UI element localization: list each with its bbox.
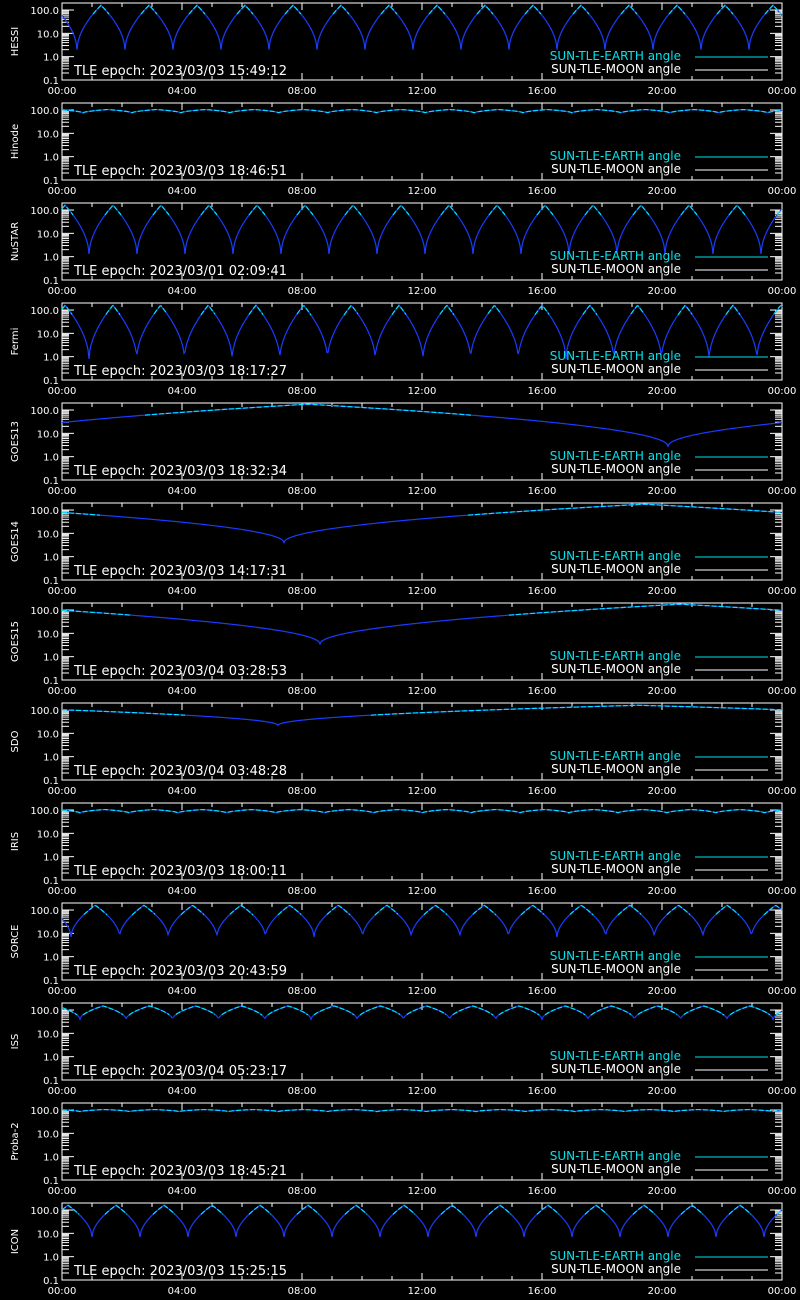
x-tick-label: 12:00 [407,1186,437,1197]
x-tick-label: 08:00 [287,1086,317,1097]
x-tick-label: 08:00 [287,786,317,797]
y-tick-label: 10.0 [36,729,59,741]
x-tick-label: 04:00 [167,186,197,197]
x-tick-label: 20:00 [647,86,677,97]
satellite-label: IRIS [10,831,21,852]
panel-iss [0,1000,800,1100]
x-tick-label: 08:00 [287,586,317,597]
x-tick-label: 20:00 [647,1086,677,1097]
x-tick-label: 04:00 [167,286,197,297]
legend-sun-tle-moon: SUN-TLE-MOON angle [551,562,681,576]
legend-sun-tle-moon: SUN-TLE-MOON angle [551,362,681,376]
x-tick-label: 04:00 [167,486,197,497]
legend-sun-tle-earth: SUN-TLE-EARTH angle [549,1149,681,1163]
y-tick-label: 10.0 [36,929,59,941]
legend-sun-tle-earth: SUN-TLE-EARTH angle [549,849,681,863]
y-tick-label: 100.0 [30,1006,59,1018]
y-tick-label: 0.1 [43,276,59,287]
x-tick-label: 08:00 [287,986,317,997]
y-tick-label: 10.0 [36,129,59,141]
tle-epoch-label: TLE epoch: 2023/03/04 05:23:17 [74,1064,288,1079]
x-tick-label: 12:00 [407,486,437,497]
legend-sun-tle-earth: SUN-TLE-EARTH angle [549,649,681,663]
x-tick-label: 00:00 [47,586,77,597]
y-tick-label: 0.1 [43,876,59,887]
x-tick-label: 04:00 [167,986,197,997]
legend-sun-tle-earth: SUN-TLE-EARTH angle [549,749,681,763]
legend-sun-tle-earth: SUN-TLE-EARTH angle [549,49,681,63]
legend-sun-tle-earth: SUN-TLE-EARTH angle [549,949,681,963]
x-tick-label: 00:00 [47,86,77,97]
x-tick-label: 20:00 [647,686,677,697]
x-tick-label: 08:00 [287,486,317,497]
x-tick-label: 16:00 [527,186,557,197]
x-tick-label: 20:00 [647,286,677,297]
x-tick-label: 00:00 [47,486,77,497]
satellite-label: Fermi [10,327,21,356]
x-tick-label: 08:00 [287,686,317,697]
x-tick-label: 20:00 [647,986,677,997]
x-tick-label: 12:00 [407,1286,437,1297]
panel-goes15 [0,600,800,700]
x-tick-label: 20:00 [647,486,677,497]
x-tick-label: 20:00 [647,1286,677,1297]
x-tick-label: 00:00 [767,586,797,597]
series-sun-tle-moon-angle [62,905,782,937]
series-sun-tle-moon-angle [62,604,782,644]
x-tick-label: 08:00 [287,886,317,897]
y-tick-label: 0.1 [43,1176,59,1187]
x-tick-label: 00:00 [47,686,77,697]
x-tick-label: 00:00 [47,1186,77,1197]
legend-sun-tle-earth: SUN-TLE-EARTH angle [549,549,681,563]
legend-sun-tle-moon: SUN-TLE-MOON angle [551,1262,681,1276]
x-tick-label: 12:00 [407,686,437,697]
y-tick-label: 10.0 [36,529,59,541]
x-tick-label: 12:00 [407,1086,437,1097]
x-tick-label: 16:00 [527,886,557,897]
legend-sun-tle-moon: SUN-TLE-MOON angle [551,662,681,676]
x-tick-label: 16:00 [527,986,557,997]
panel-icon [0,1200,800,1300]
satellite-label: GOES15 [10,620,21,663]
x-tick-label: 20:00 [647,186,677,197]
x-tick-label: 00:00 [47,986,77,997]
y-tick-label: 10.0 [36,629,59,641]
legend-sun-tle-moon: SUN-TLE-MOON angle [551,262,681,276]
x-tick-label: 16:00 [527,1186,557,1197]
y-tick-label: 1.0 [43,52,59,64]
panel-iris [0,800,800,900]
x-tick-label: 04:00 [167,886,197,897]
x-tick-label: 00:00 [47,886,77,897]
x-tick-label: 04:00 [167,586,197,597]
y-tick-label: 100.0 [30,106,59,118]
y-tick-label: 10.0 [36,329,59,341]
satellite-label: SDO [10,730,21,753]
x-tick-label: 16:00 [527,786,557,797]
legend-sun-tle-moon: SUN-TLE-MOON angle [551,962,681,976]
x-tick-label: 04:00 [167,786,197,797]
x-tick-label: 16:00 [527,286,557,297]
x-tick-label: 16:00 [527,386,557,397]
legend-sun-tle-earth: SUN-TLE-EARTH angle [549,249,681,263]
tle-epoch-label: TLE epoch: 2023/03/03 20:43:59 [74,964,288,979]
y-tick-label: 0.1 [43,576,59,587]
x-tick-label: 20:00 [647,786,677,797]
y-tick-label: 1.0 [43,1052,59,1064]
panel-fermi [0,300,800,400]
legend-sun-tle-earth: SUN-TLE-EARTH angle [549,1049,681,1063]
y-tick-label: 0.1 [43,1276,59,1287]
y-tick-label: 1.0 [43,452,59,464]
series-sun-tle-moon-angle [62,205,782,254]
panel-goes14 [0,500,800,600]
x-tick-label: 08:00 [287,1186,317,1197]
x-tick-label: 16:00 [527,586,557,597]
y-tick-label: 10.0 [36,229,59,241]
y-tick-label: 100.0 [30,706,59,718]
panel-nustar [0,200,800,300]
legend-sun-tle-moon: SUN-TLE-MOON angle [551,1062,681,1076]
y-tick-label: 0.1 [43,776,59,787]
x-tick-label: 00:00 [767,786,797,797]
y-tick-label: 0.1 [43,676,59,687]
legend-sun-tle-moon: SUN-TLE-MOON angle [551,762,681,776]
x-tick-label: 00:00 [47,386,77,397]
y-tick-label: 0.1 [43,1076,59,1087]
legend-sun-tle-moon: SUN-TLE-MOON angle [551,1162,681,1176]
tle-epoch-label: TLE epoch: 2023/03/03 18:32:34 [74,464,288,479]
tle-epoch-label: TLE epoch: 2023/03/03 18:46:51 [74,164,288,179]
x-tick-label: 04:00 [167,686,197,697]
x-tick-label: 00:00 [767,686,797,697]
series-sun-tle-earth-angle [62,1006,782,1015]
x-tick-label: 12:00 [407,586,437,597]
y-tick-label: 1.0 [43,252,59,264]
tle-epoch-label: TLE epoch: 2023/03/03 18:00:11 [74,864,288,879]
legend-sun-tle-earth: SUN-TLE-EARTH angle [549,449,681,463]
tle-epoch-label: TLE epoch: 2023/03/04 03:28:53 [74,664,288,679]
y-tick-label: 100.0 [30,206,59,218]
panel-goes13 [0,400,800,500]
x-tick-label: 00:00 [47,286,77,297]
panel-hessi [0,0,800,100]
legend-sun-tle-moon: SUN-TLE-MOON angle [551,62,681,76]
y-tick-label: 0.1 [43,176,59,187]
x-tick-label: 20:00 [647,1186,677,1197]
x-tick-label: 16:00 [527,1086,557,1097]
panel-proba-2 [0,1100,800,1200]
x-tick-label: 04:00 [167,386,197,397]
x-tick-label: 00:00 [767,986,797,997]
y-tick-label: 100.0 [30,306,59,318]
x-tick-label: 00:00 [767,86,797,97]
x-tick-label: 00:00 [767,486,797,497]
satellite-label: Hinode [10,123,21,160]
x-tick-label: 00:00 [767,886,797,897]
x-tick-label: 00:00 [767,386,797,397]
x-tick-label: 00:00 [767,186,797,197]
x-tick-label: 00:00 [767,286,797,297]
tle-epoch-label: TLE epoch: 2023/03/03 14:17:31 [74,564,288,579]
x-tick-label: 08:00 [287,86,317,97]
x-tick-label: 00:00 [47,786,77,797]
legend-sun-tle-earth: SUN-TLE-EARTH angle [549,149,681,163]
y-tick-label: 0.1 [43,476,59,487]
y-tick-label: 0.1 [43,76,59,87]
x-tick-label: 04:00 [167,1286,197,1297]
y-tick-label: 1.0 [43,752,59,764]
y-tick-label: 10.0 [36,429,59,441]
x-tick-label: 04:00 [167,1186,197,1197]
legend-sun-tle-earth: SUN-TLE-EARTH angle [549,1249,681,1263]
tle-epoch-label: TLE epoch: 2023/03/03 15:49:12 [74,64,288,79]
y-tick-label: 1.0 [43,1252,59,1264]
x-tick-label: 20:00 [647,386,677,397]
x-tick-label: 00:00 [47,1086,77,1097]
y-tick-label: 100.0 [30,906,59,918]
x-tick-label: 12:00 [407,186,437,197]
y-tick-label: 10.0 [36,829,59,841]
x-tick-label: 08:00 [287,186,317,197]
x-tick-label: 04:00 [167,86,197,97]
x-tick-label: 08:00 [287,386,317,397]
x-tick-label: 20:00 [647,886,677,897]
x-tick-label: 00:00 [767,1086,797,1097]
x-tick-label: 16:00 [527,1286,557,1297]
satellite-label: SORCE [10,924,21,959]
y-tick-label: 100.0 [30,1206,59,1218]
satellite-label: GOES14 [10,520,21,563]
legend-sun-tle-moon: SUN-TLE-MOON angle [551,162,681,176]
x-tick-label: 16:00 [527,486,557,497]
satellite-label: HESSI [10,26,21,57]
y-tick-label: 100.0 [30,506,59,518]
legend-sun-tle-earth: SUN-TLE-EARTH angle [549,349,681,363]
x-tick-label: 12:00 [407,286,437,297]
panel-hinode [0,100,800,200]
x-tick-label: 08:00 [287,1286,317,1297]
series-sun-tle-moon-angle [62,5,782,49]
x-tick-label: 04:00 [167,1086,197,1097]
satellite-label: NuSTAR [10,221,21,262]
y-tick-label: 10.0 [36,1029,59,1041]
y-tick-label: 100.0 [30,806,59,818]
y-tick-label: 1.0 [43,352,59,364]
x-tick-label: 12:00 [407,386,437,397]
y-tick-label: 100.0 [30,406,59,418]
x-tick-label: 00:00 [767,1186,797,1197]
legend-sun-tle-moon: SUN-TLE-MOON angle [551,862,681,876]
y-tick-label: 1.0 [43,952,59,964]
y-tick-label: 10.0 [36,1129,59,1141]
tle-epoch-label: TLE epoch: 2023/03/03 18:17:27 [74,364,288,379]
panel-sorce [0,900,800,1000]
x-tick-label: 12:00 [407,886,437,897]
series-sun-tle-moon-angle [62,404,782,446]
satellite-label: ICON [10,1228,21,1255]
tle-epoch-label: TLE epoch: 2023/03/03 15:25:15 [74,1264,288,1279]
satellite-label: GOES13 [10,420,21,463]
panel-sdo [0,700,800,800]
x-tick-label: 00:00 [767,1286,797,1297]
y-tick-label: 0.1 [43,376,59,387]
legend-sun-tle-moon: SUN-TLE-MOON angle [551,462,681,476]
tle-epoch-label: TLE epoch: 2023/03/01 02:09:41 [74,264,288,279]
satellite-label: Proba-2 [10,1122,21,1161]
y-tick-label: 0.1 [43,976,59,987]
y-tick-label: 10.0 [36,1229,59,1241]
x-tick-label: 16:00 [527,686,557,697]
y-tick-label: 100.0 [30,606,59,618]
x-tick-label: 00:00 [47,186,77,197]
y-tick-label: 1.0 [43,552,59,564]
satellite-label: ISS [10,1033,21,1050]
x-tick-label: 00:00 [47,1286,77,1297]
y-tick-label: 1.0 [43,1152,59,1164]
y-tick-label: 1.0 [43,652,59,664]
tle-epoch-label: TLE epoch: 2023/03/04 03:48:28 [74,764,288,779]
y-tick-label: 10.0 [36,29,59,41]
y-tick-label: 1.0 [43,852,59,864]
y-tick-label: 100.0 [30,1106,59,1118]
y-tick-label: 1.0 [43,152,59,164]
x-tick-label: 08:00 [287,286,317,297]
x-tick-label: 16:00 [527,86,557,97]
y-tick-label: 100.0 [30,6,59,18]
x-tick-label: 12:00 [407,986,437,997]
x-tick-label: 12:00 [407,86,437,97]
x-tick-label: 12:00 [407,786,437,797]
x-tick-label: 20:00 [647,586,677,597]
tle-epoch-label: TLE epoch: 2023/03/03 18:45:21 [74,1164,288,1179]
